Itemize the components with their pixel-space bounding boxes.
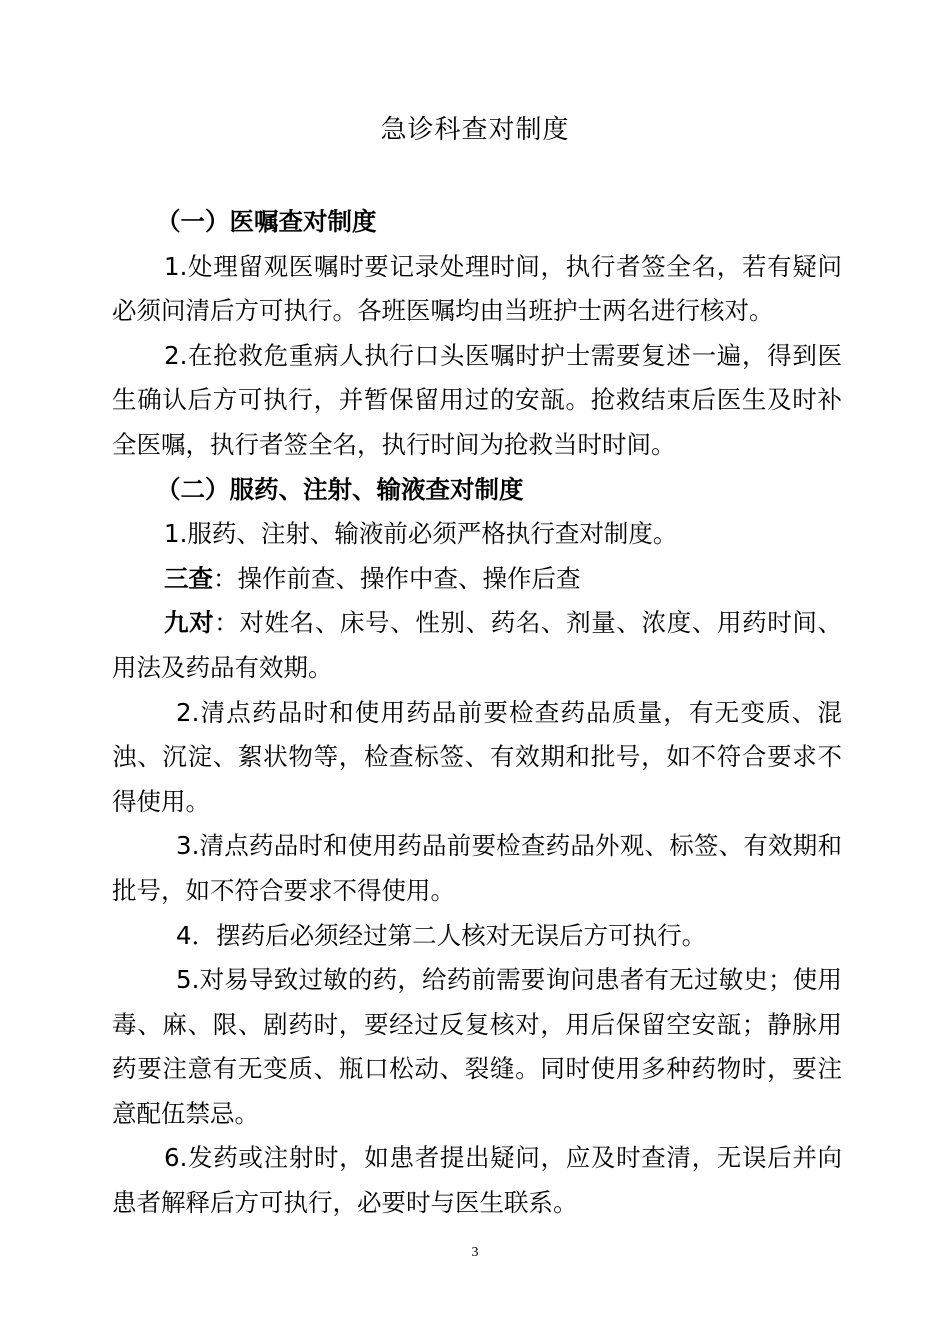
- paragraph-medication-3: 3.清点药品时和使用药品前要检查药品外观、标签、有效期和批号，如不符合要求不得使用。: [112, 831, 842, 905]
- paragraph-medication-1: 1.服药、注射、输液前必须严格执行查对制度。: [164, 519, 678, 549]
- section-heading-doctor-orders: （一）医嘱查对制度: [156, 207, 377, 236]
- nine-verifications-text: ：对姓名、床号、性别、药名、剂量、浓度、用药时间、用法及药品有效期。: [112, 608, 843, 682]
- paragraph-medication-4: 4．摆药后必须经过第二人核对无误后方可执行。: [176, 920, 707, 950]
- page-number: 3: [471, 1245, 479, 1260]
- document-title: 急诊科查对制度: [380, 115, 570, 145]
- three-checks-text: ：操作前查、操作中查、操作后查: [213, 563, 581, 593]
- paragraph-three-checks: [112, 557, 842, 602]
- paragraph-orders-1: 1.处理留观医嘱时要记录处理时间，执行者签全名，若有疑问必须问清后方可执行。各班医嘱均由当班护士两名进行核对。: [112, 251, 842, 326]
- paragraph-medication-5: 5.对易导致过敏的药，给药前需要询问患者有无过敏史；使用毒、麻、限、剧药时，要经过反复核对，用后保留空安瓿；静脉用药要注意有无变质、瓶口松动、裂缝。同时使用多种药物时，要注意配伍禁忌。: [112, 965, 842, 1128]
- paragraph-orders-2: 2.在抢救危重病人执行口头医嘱时护士需要复述一遍，得到医生确认后方可执行，并暂保留用过的安瓿。抢救结束后医生及时补全医嘱，执行者签全名，执行时间为抢救当时时间。: [112, 340, 842, 459]
- paragraph-medication-6: 6.发药或注射时，如患者提出疑问，应及时查清，无误后并向患者解释后方可执行，必要时与医生联系。: [112, 1143, 842, 1218]
- document-body: [112, 200, 842, 1226]
- paragraph-medication-2: 2.清点药品时和使用药品前要检查药品质量，有无变质、混浊、沉淀、絮状物等，检查标签、有效期和批号，如不符合要求不得使用。: [112, 697, 842, 816]
- three-checks-label: 三查: [164, 563, 213, 593]
- nine-verifications-label: 九对: [164, 608, 215, 638]
- section-heading-medication: （二）服药、注射、输液查对制度: [156, 474, 524, 504]
- paragraph-nine-verifications: [112, 601, 842, 690]
